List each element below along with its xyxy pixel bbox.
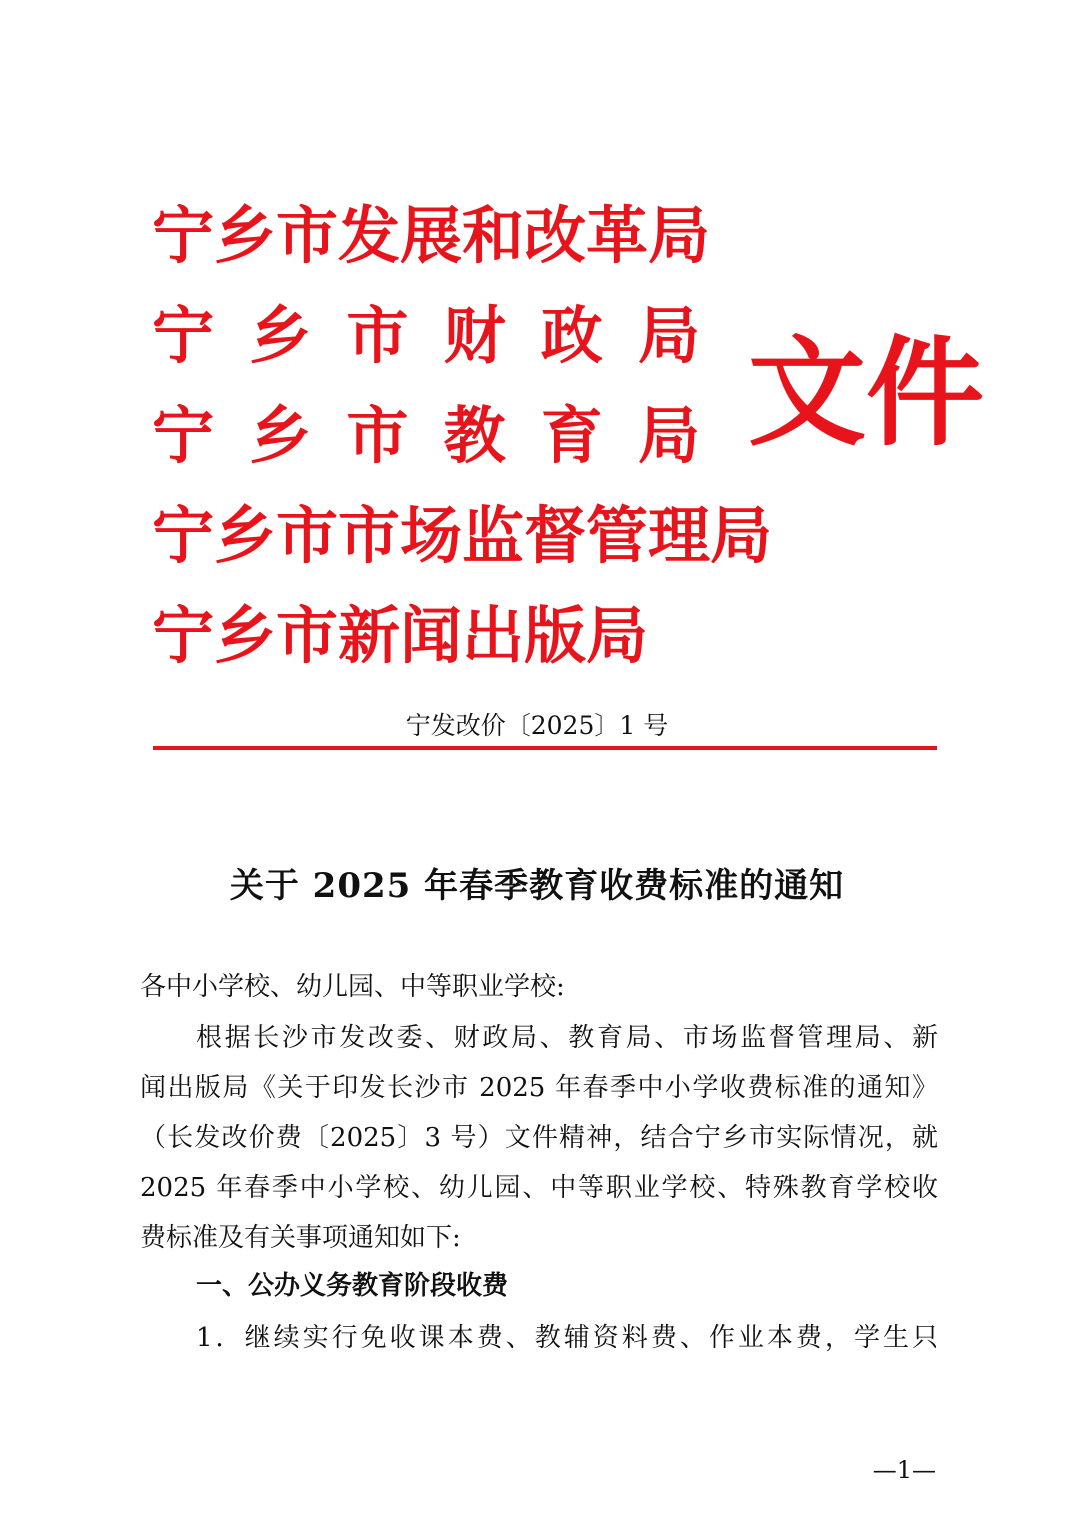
section-heading: 一、公办义务教育阶段收费 xyxy=(196,1271,509,1301)
issuer-character: 乡 xyxy=(249,299,312,372)
document-number: 宁发改价〔2025〕1 号 xyxy=(405,711,669,740)
issuer-character: 育 xyxy=(540,399,603,472)
issuer-character: 乡 xyxy=(249,399,312,472)
issuer-character: 政 xyxy=(540,299,603,372)
issuer-development-reform-bureau: 宁乡市发展和改革局 xyxy=(152,199,711,272)
page-number: —1— xyxy=(872,1456,936,1484)
issuer-character: 局 xyxy=(637,399,700,472)
issuer-character: 市 xyxy=(346,399,409,472)
issuer-education-bureau xyxy=(152,386,700,486)
item-line: 1．继续实行免收课本费、教辅资料费、作业本费，学生只 xyxy=(196,1323,938,1353)
document-title: 关于 2025 年春季教育收费标准的通知 xyxy=(229,866,845,906)
issuer-character: 局 xyxy=(637,299,700,372)
issuer-finance-bureau xyxy=(152,286,700,386)
paragraph-line: 费标准及有关事项通知如下: xyxy=(140,1223,461,1253)
paragraph-line: 2025 年春季中小学校、幼儿园、中等职业学校、特殊教育学校收 xyxy=(140,1173,938,1203)
red-divider-line xyxy=(153,746,937,750)
salutation: 各中小学校、幼儿园、中等职业学校: xyxy=(140,972,565,1002)
issuer-character: 宁 xyxy=(152,399,215,472)
issuer-press-publication-bureau: 宁乡市新闻出版局 xyxy=(152,599,649,672)
issuer-market-supervision-bureau: 宁乡市市场监督管理局 xyxy=(152,499,773,572)
paragraph-line: 根据长沙市发改委、财政局、教育局、市场监督管理局、新 xyxy=(196,1023,938,1053)
issuer-character: 宁 xyxy=(152,299,215,372)
paragraph-line: （长发改价费〔2025〕3 号）文件精神，结合宁乡市实际情况，就 xyxy=(140,1123,938,1153)
paragraph-line: 闻出版局《关于印发长沙市 2025 年春季中小学收费标准的通知》 xyxy=(140,1073,938,1103)
document-type-label: 文件 xyxy=(748,323,985,462)
issuer-character: 教 xyxy=(443,399,506,472)
issuing-agencies xyxy=(152,186,773,686)
issuer-character: 市 xyxy=(346,299,409,372)
issuer-character: 财 xyxy=(443,299,506,372)
